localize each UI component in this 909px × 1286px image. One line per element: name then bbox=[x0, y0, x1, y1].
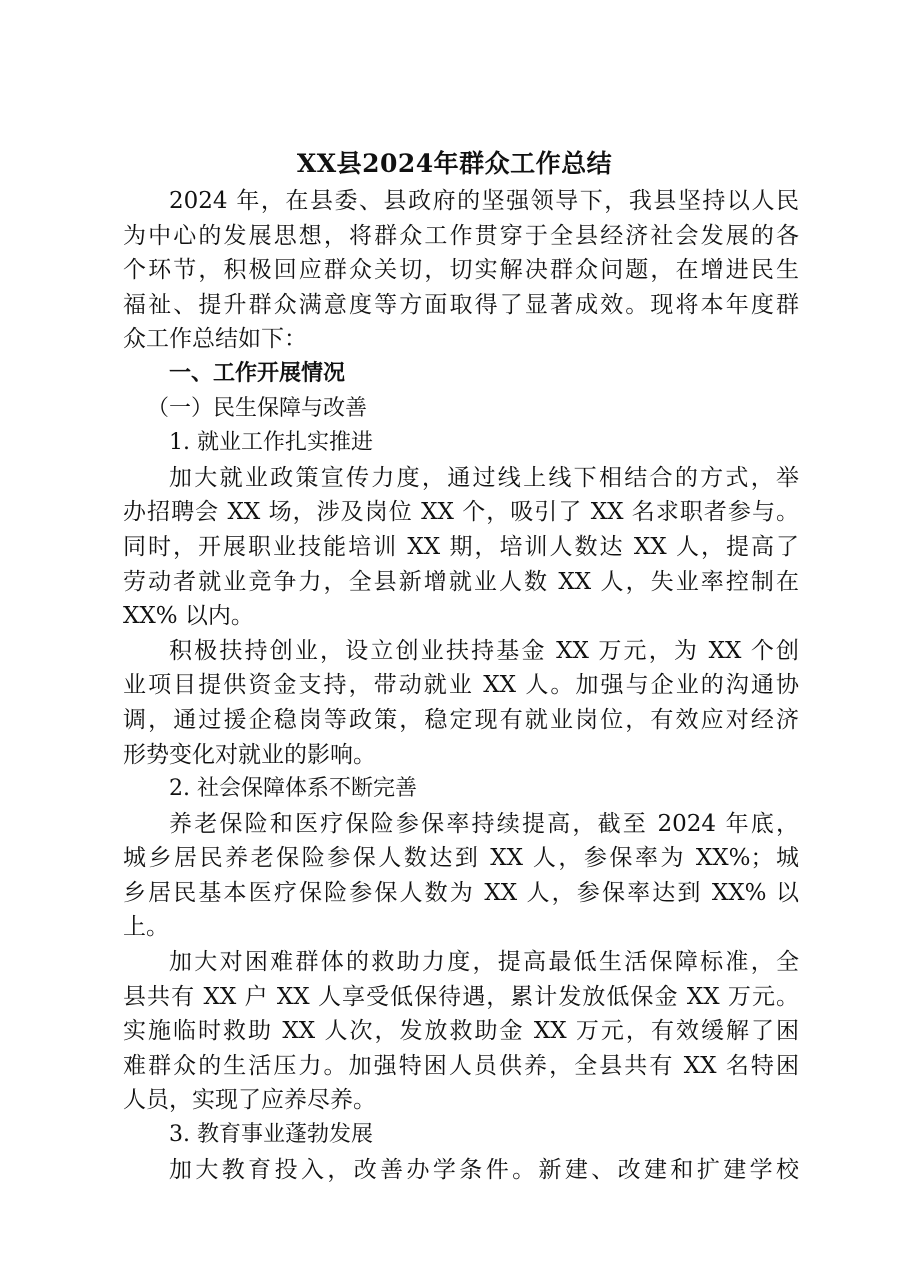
item-heading: 3. 教育事业蓬勃发展 bbox=[169, 1122, 373, 1148]
paragraph-line: 难群众的生活压力。加强特困人员供养，全县共有 XX 名特困 bbox=[123, 1052, 799, 1079]
item-heading: 2. 社会保障体系不断完善 bbox=[169, 776, 417, 802]
paragraph-line: 实施临时救助 XX 人次，发放救助金 XX 万元，有效缓解了困 bbox=[123, 1018, 799, 1045]
paragraph-line: 加大就业政策宣传力度，通过线上线下相结合的方式，举 bbox=[169, 464, 799, 491]
paragraph-line: 为中心的发展思想，将群众工作贯穿于全县经济社会发展的各 bbox=[123, 222, 799, 249]
paragraph-line: 县共有 XX 户 XX 人享受低保待遇，累计发放低保金 XX 万元。 bbox=[123, 983, 799, 1010]
paragraph-line: 加大教育投入，改善办学条件。新建、改建和扩建学校 bbox=[169, 1156, 799, 1183]
paragraph-line: 福祉、提升群众满意度等方面取得了显著成效。现将本年度群 bbox=[123, 291, 799, 318]
paragraph-line: 积极扶持创业，设立创业扶持基金 XX 万元，为 XX 个创 bbox=[169, 637, 799, 664]
item-heading: 1. 就业工作扎实推进 bbox=[169, 430, 373, 456]
paragraph-line: 人员，实现了应养尽养。 bbox=[123, 1087, 376, 1114]
paragraph-line: 办招聘会 XX 场，涉及岗位 XX 个，吸引了 XX 名求职者参与。 bbox=[123, 499, 799, 526]
paragraph-line: 同时，开展职业技能培训 XX 期，培训人数达 XX 人，提高了 bbox=[123, 533, 799, 560]
paragraph-line: 调，通过援企稳岗等政策，稳定现有就业岗位，有效应对经济 bbox=[123, 706, 799, 733]
paragraph-line: 个环节，积极回应群众关切，切实解决群众问题，在增进民生 bbox=[123, 257, 799, 284]
paragraph-line: XX% 以内。 bbox=[123, 603, 254, 630]
document-title: XX县2024年群众工作总结 bbox=[296, 149, 613, 178]
paragraph-line: 业项目提供资金支持，带动就业 XX 人。加强与企业的沟通协 bbox=[123, 672, 799, 699]
paragraph-line: 加大对困难群体的救助力度，提高最低生活保障标准，全 bbox=[169, 949, 799, 976]
paragraph-line: 劳动者就业竞争力，全县新增就业人数 XX 人，失业率控制在 bbox=[123, 568, 799, 595]
section-heading: 一、工作开展情况 bbox=[169, 360, 346, 386]
paragraph-line: 乡居民基本医疗保险参保人数为 XX 人，参保率达到 XX% 以 bbox=[123, 879, 799, 906]
document-body bbox=[123, 184, 799, 1187]
paragraph-line: 上。 bbox=[123, 914, 169, 941]
paragraph-line: 2024 年，在县委、县政府的坚强领导下，我县坚持以人民 bbox=[169, 188, 799, 214]
subsection-heading: （一）民生保障与改善 bbox=[147, 395, 368, 421]
paragraph-line: 城乡居民养老保险参保人数达到 XX 人，参保率为 XX%；城 bbox=[123, 845, 799, 872]
paragraph-line: 养老保险和医疗保险参保率持续提高，截至 2024 年底， bbox=[169, 810, 799, 837]
paragraph-line: 形势变化对就业的影响。 bbox=[123, 741, 376, 768]
paragraph-line: 众工作总结如下： bbox=[123, 326, 307, 353]
